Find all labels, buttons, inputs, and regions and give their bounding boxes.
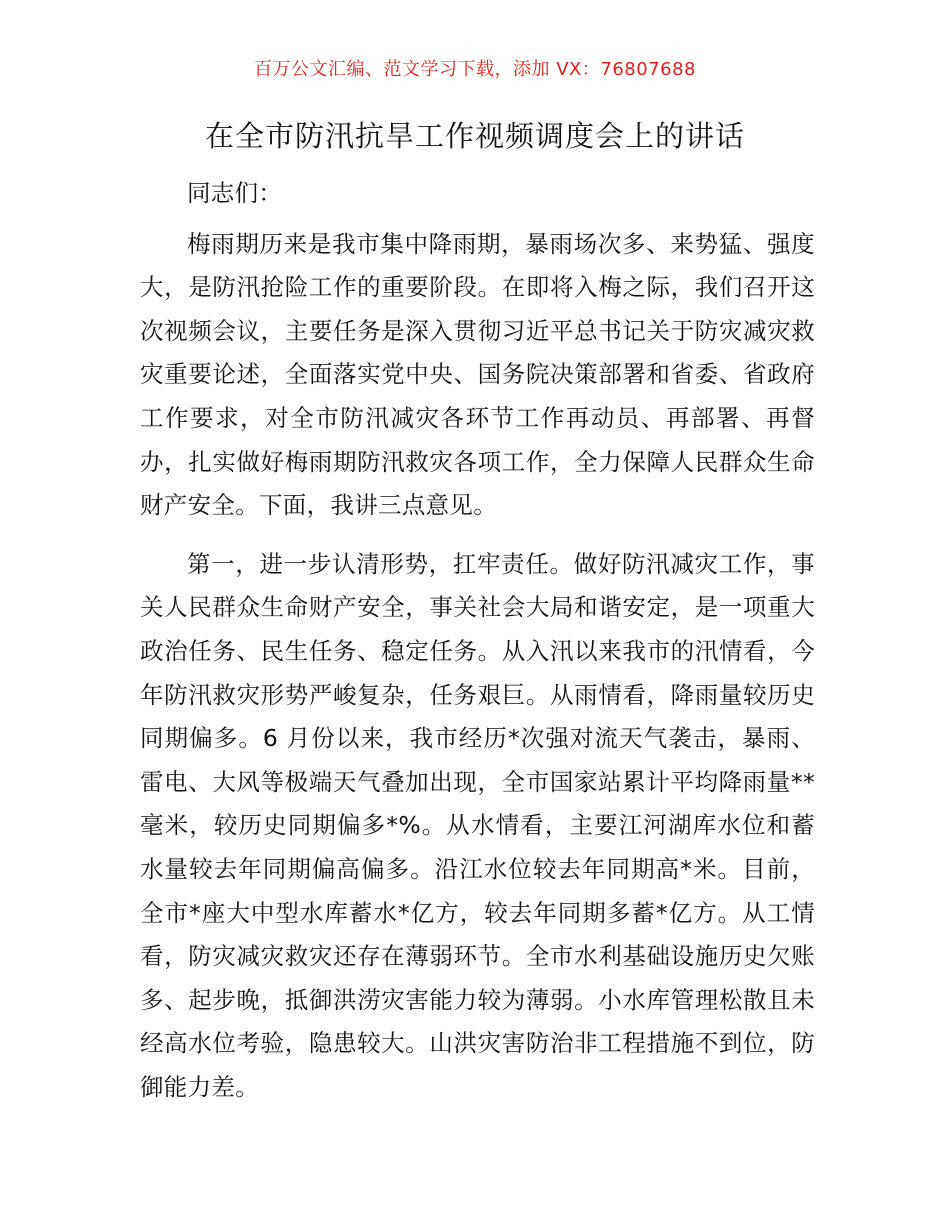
document-title: 在全市防汛抗旱工作视频调度会上的讲话 [204,119,745,153]
paragraph-first-point: 第一，进一步认清形势，扛牢责任。做好防汛减灾工作，事关人民群众生命财产安全，事关社会大局和谐安定，是一项重大政治任务、民生任务、稳定任务。从入汛以来我市的汛情看，今年防汛救灾形势严峻复杂，任务艰巨。从雨情看，降雨量较历史同期偏多。6 月份以来，我市经历*次强对流天气袭击，暴雨、雷电、大风等极端天气叠加出现，全市国家站累计平均降雨量**毫米，较历史同期偏多*%。从水情看，主要江河湖库水位和蓄水量较去年同期偏高偏多。沿江水位较去年同期高*米。目前，全市*座大中型水库蓄水*亿方，较去年同期多蓄*亿方。从工情看，防灾减灾救灾还存在薄弱环节。全市水利基础设施历史欠账多、起步晚，抵御洪涝灾害能力较为薄弱。小水库管理松散且未经高水位考验，隐患较大。山洪灾害防治非工程措施不到位，防御能力差。 [140,549,815,1101]
paragraph-intro: 梅雨期历来是我市集中降雨期，暴雨场次多、来势猛、强度大，是防汛抢险工作的重要阶段。在即将入梅之际，我们召开这次视频会议，主要任务是深入贯彻习近平总书记关于防灾减灾救灾重要论述，全面落实党中央、国务院决策部署和省委、省政府工作要求，对全市防汛减灾各环节工作再动员、再部署、再督办，扎实做好梅雨期防汛救灾各项工作，全力保障人民群众生命财产安全。下面，我讲三点意见。 [140,229,815,520]
salutation: 同志们： [187,179,283,207]
watermark-header: 百万公文汇编、范文学习下载，添加 VX：76807688 [254,59,696,80]
document-body [140,172,815,1124]
